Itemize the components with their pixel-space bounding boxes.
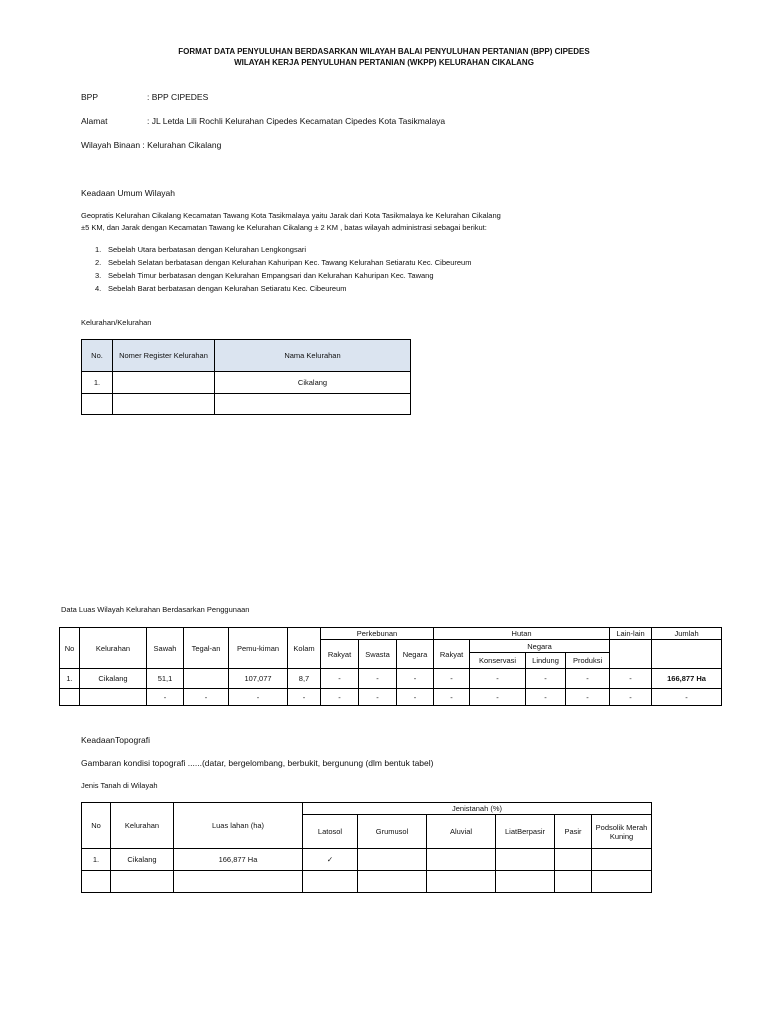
table-header: Hutan bbox=[434, 628, 610, 640]
table-cell: - bbox=[434, 669, 470, 689]
table-header: Lindung bbox=[526, 653, 566, 669]
table-cell: 1. bbox=[60, 669, 80, 689]
bpp-label: BPP bbox=[81, 92, 99, 102]
table-header: No. bbox=[82, 340, 113, 372]
table-header: Luas lahan (ha) bbox=[174, 803, 303, 849]
table-cell: - bbox=[610, 689, 652, 706]
table-header: Rakyat bbox=[434, 640, 470, 669]
table-cell bbox=[555, 849, 592, 871]
list-item: 2. Sebelah Selatan berbatasan dengan Kelurahan Kahuripan Kec. Tawang Kelurahan Setiaratu Kec. Cibeureum bbox=[95, 258, 472, 267]
table-cell bbox=[592, 871, 652, 893]
table-cell: Cikalang bbox=[215, 372, 411, 394]
table-cell bbox=[496, 849, 555, 871]
check-mark-icon: ✓ bbox=[303, 849, 358, 871]
table-cell: 51,1 bbox=[147, 669, 184, 689]
luas-wilayah-table bbox=[59, 627, 722, 706]
table-header: Podsolik Merah Kuning bbox=[592, 815, 652, 849]
table-header: Kelurahan bbox=[80, 628, 147, 669]
table-cell: - bbox=[184, 689, 229, 706]
table-header: Lain-lain bbox=[610, 628, 652, 640]
table-cell bbox=[592, 849, 652, 871]
table-header: Negara bbox=[397, 640, 434, 669]
table-header: Tegal-an bbox=[184, 628, 229, 669]
table-cell: - bbox=[397, 689, 434, 706]
jenis-tanah-table bbox=[81, 802, 652, 893]
alamat-label: Alamat bbox=[81, 116, 108, 126]
table-header: Aluvial bbox=[427, 815, 496, 849]
table-header: Produksi bbox=[566, 653, 610, 669]
table-cell bbox=[82, 871, 111, 893]
table-header: Sawah bbox=[147, 628, 184, 669]
table-cell: Cikalang bbox=[111, 849, 174, 871]
table-row bbox=[60, 669, 722, 689]
table-cell: - bbox=[434, 689, 470, 706]
list-item: 4. Sebelah Barat berbatasan dengan Kelurahan Setiaratu Kec. Cibeureum bbox=[95, 284, 347, 293]
table-cell: - bbox=[359, 689, 397, 706]
table-cell: 107,077 bbox=[229, 669, 288, 689]
table-row bbox=[60, 689, 722, 706]
table-header: Latosol bbox=[303, 815, 358, 849]
table-header: Jenistanah (%) bbox=[303, 803, 652, 815]
alamat-value: : JL Letda Lili Rochli Kelurahan Cipedes Kecamatan Cipedes Kota Tasikmalaya bbox=[147, 116, 446, 126]
table-header: No bbox=[60, 628, 80, 669]
table-header: Rakyat bbox=[321, 640, 359, 669]
table-cell bbox=[80, 689, 147, 706]
wilayah-binaan: Wilayah Binaan : Kelurahan Cikalang bbox=[81, 140, 222, 150]
table-header: Konservasi bbox=[470, 653, 526, 669]
table-cell bbox=[113, 372, 215, 394]
table-header: LiatBerpasir bbox=[496, 815, 555, 849]
document-title-line1: FORMAT DATA PENYULUHAN BERDASARKAN WILAYAH BALAI PENYULUHAN PERTANIAN (BPP) CIPEDES bbox=[178, 47, 590, 56]
table-cell bbox=[111, 871, 174, 893]
table-cell: - bbox=[566, 689, 610, 706]
table-header: Nama Kelurahan bbox=[215, 340, 411, 372]
table-row bbox=[82, 849, 652, 871]
topografi-heading: KeadaanTopografi bbox=[81, 735, 151, 745]
table-cell bbox=[82, 394, 113, 415]
table-cell bbox=[303, 871, 358, 893]
kelurahan-table-caption: Kelurahan/Kelurahan bbox=[81, 318, 152, 327]
table-cell: - bbox=[147, 689, 184, 706]
table-header: Perkebunan bbox=[321, 628, 434, 640]
topografi-description: Gambaran kondisi topografi ......(datar, bergelombang, berbukit, bergunung (dlm bentuk tabel) bbox=[81, 758, 434, 768]
table-cell bbox=[113, 394, 215, 415]
table-cell: - bbox=[321, 669, 359, 689]
table-header: Kolam bbox=[288, 628, 321, 669]
table-cell: - bbox=[470, 689, 526, 706]
table-cell bbox=[555, 871, 592, 893]
table-cell bbox=[358, 849, 427, 871]
table-cell bbox=[215, 394, 411, 415]
boundary-list bbox=[95, 243, 471, 295]
table-row bbox=[82, 372, 411, 394]
table-header: Grumusol bbox=[358, 815, 427, 849]
document-title-line2: WILAYAH KERJA PENYULUHAN PERTANIAN (WKPP) KELURAHAN CIKALANG bbox=[234, 58, 534, 67]
table-cell: 1. bbox=[82, 372, 113, 394]
table-cell bbox=[174, 871, 303, 893]
table-cell: - bbox=[610, 669, 652, 689]
table-cell: - bbox=[526, 689, 566, 706]
table-header: Jumlah bbox=[652, 628, 722, 640]
table-row bbox=[82, 871, 652, 893]
table-cell bbox=[496, 871, 555, 893]
table-cell bbox=[358, 871, 427, 893]
table-cell bbox=[610, 640, 652, 669]
table-cell bbox=[652, 640, 722, 669]
table-cell: - bbox=[652, 689, 722, 706]
table-cell: Cikalang bbox=[80, 669, 147, 689]
table-cell bbox=[184, 669, 229, 689]
table-header: Kelurahan bbox=[111, 803, 174, 849]
keadaan-umum-heading: Keadaan Umum Wilayah bbox=[81, 188, 176, 198]
table-cell: 166,877 Ha bbox=[652, 669, 722, 689]
table-header: Negara bbox=[470, 640, 610, 653]
table-cell: - bbox=[229, 689, 288, 706]
list-item: 3. Sebelah Timur berbatasan dengan Kelurahan Empangsari dan Kelurahan Kahuripan Kec. Tawang bbox=[95, 271, 434, 280]
keadaan-paragraph-line2: ±5 KM, dan Jarak dengan Kecamatan Tawang ke Kelurahan Cikalang ± 2 KM , batas wilayah administrasi sebagai berikut: bbox=[81, 223, 487, 232]
keadaan-paragraph-line1: Geopratis Kelurahan Cikalang Kecamatan Tawang Kota Tasikmalaya yaitu Jarak dari Kota Tasikmalaya ke Kelurahan Cikalang bbox=[81, 211, 501, 220]
luas-table-caption: Data Luas Wilayah Kelurahan Berdasarkan Penggunaan bbox=[61, 605, 250, 614]
table-header: No bbox=[82, 803, 111, 849]
table-header: Nomer Register Kelurahan bbox=[113, 340, 215, 372]
table-cell: - bbox=[397, 669, 434, 689]
table-cell: - bbox=[526, 669, 566, 689]
table-header: Pemu-kiman bbox=[229, 628, 288, 669]
table-row bbox=[82, 394, 411, 415]
table-cell: - bbox=[321, 689, 359, 706]
table-cell: - bbox=[288, 689, 321, 706]
table-header: Swasta bbox=[359, 640, 397, 669]
table-cell bbox=[427, 871, 496, 893]
tanah-table-caption: Jenis Tanah di Wilayah bbox=[81, 781, 158, 790]
table-cell: 166,877 Ha bbox=[174, 849, 303, 871]
table-cell: 1. bbox=[82, 849, 111, 871]
bpp-value: : BPP CIPEDES bbox=[147, 92, 209, 102]
table-cell: 8,7 bbox=[288, 669, 321, 689]
kelurahan-table bbox=[81, 339, 411, 415]
table-cell bbox=[427, 849, 496, 871]
list-item: 1. Sebelah Utara berbatasan dengan Kelurahan Lengkongsari bbox=[95, 245, 307, 254]
table-cell: - bbox=[470, 669, 526, 689]
table-header: Pasir bbox=[555, 815, 592, 849]
table-cell bbox=[60, 689, 80, 706]
table-cell: - bbox=[566, 669, 610, 689]
table-cell: - bbox=[359, 669, 397, 689]
